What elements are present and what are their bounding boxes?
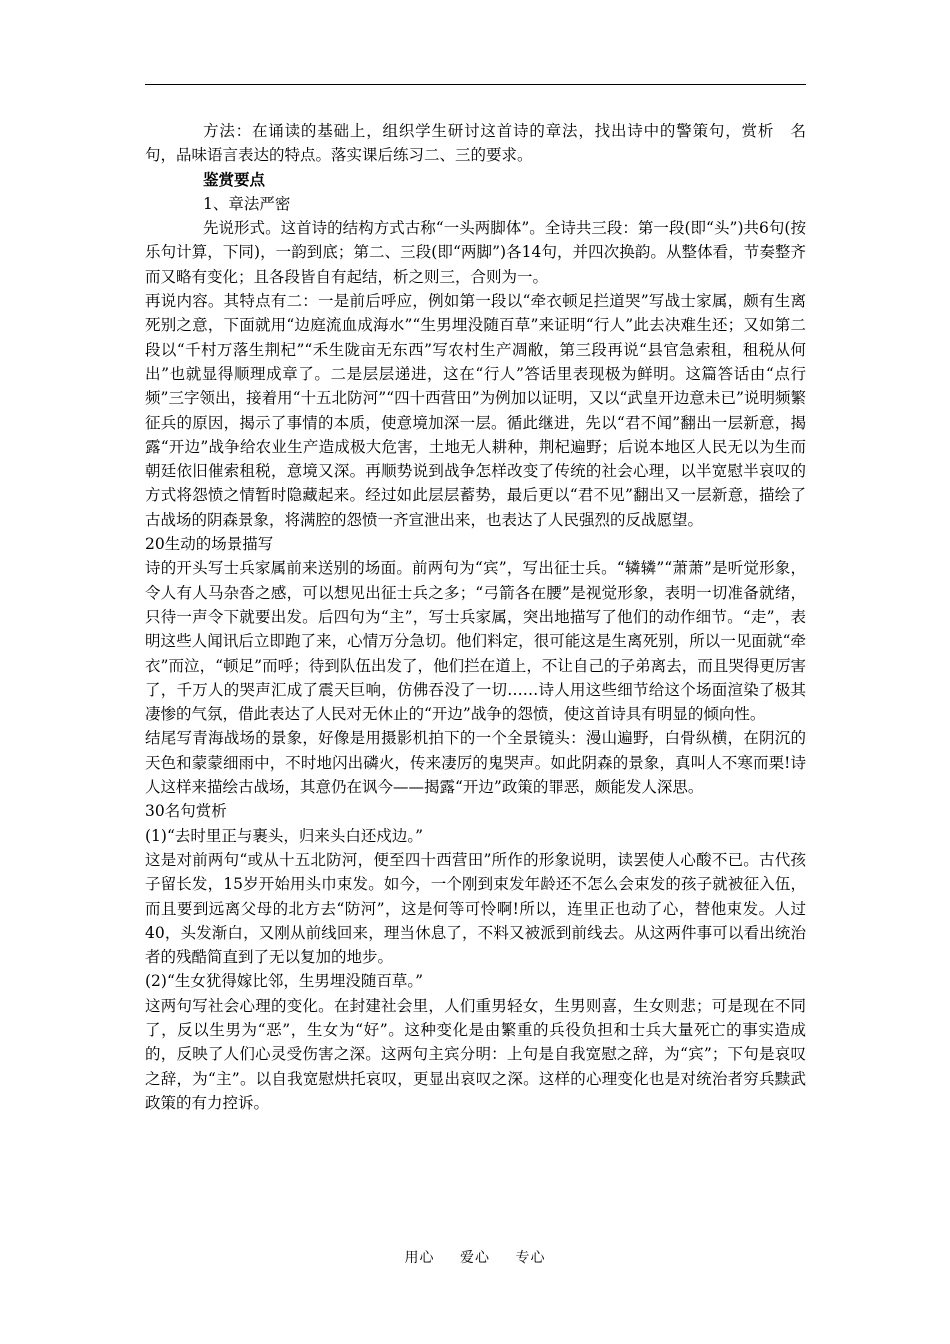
paragraph: (1)“去时里正与裹头，归来头白还戍边。” — [145, 826, 424, 845]
paragraph: 30名句赏析 — [145, 802, 227, 821]
paragraph: 方法：在诵读的基础上，组织学生研讨这首诗的章法，找出诗中的警策句，赏析 名句，品味语言表达的特点。落实课后练习二、三的要求。 — [145, 122, 806, 165]
header-rule — [145, 84, 806, 85]
paragraph: 这两句写社会心理的变化。在封建社会里，人们重男轻女，生男则喜，生女则悲；可是现在不同了，反以生男为“恶”，生女为“好”。这种变化是由繁重的兵役负担和士兵大量死亡的事实造成的，反映了人们心灵受伤害之深。这两句主宾分明：上句是自我宽慰之辞，为“宾”；下句是哀叹之辞，为“主”。以自我宽慰烘托哀叹，更显出哀叹之深。这样的心理变化也是对统治者穷兵黩武政策的有力控诉。 — [145, 996, 806, 1112]
section-heading: 鉴赏要点 — [203, 169, 266, 189]
paragraph: 20生动的场景描写 — [145, 535, 274, 554]
paragraph: (2)“生女犹得嫁比邻，生男埋没随百草。” — [145, 972, 424, 991]
paragraph: 先说形式。这首诗的结构方式古称“一头两脚体”。全诗共三段：第一段(即“头”)共6句(按乐句计算，下同)，一韵到底；第二、三段(即“两脚”)各14句，并四次换韵。从整体看，节奏整齐而又略有变化；且各段皆自有起结，析之则三，合则为一。 — [145, 219, 806, 286]
page-footer: 用心 爱心 专心 — [404, 1250, 546, 1266]
paragraph: 1、章法严密 — [203, 194, 291, 213]
document-body — [145, 119, 806, 1115]
paragraph: 结尾写青海战场的景象，好像是用摄影机拍下的一个全景镜头：漫山遍野，白骨纵横，在阴沉的天色和蒙蒙细雨中，不时地闪出磷火，传来凄厉的鬼哭声。如此阴森的景象，真叫人不寒而栗!诗人这样来描绘古战场，其意仍在讽今——揭露“开边”政策的罪恶，颇能发人深思。 — [145, 729, 806, 797]
paragraph: 再说内容。其特点有二：一是前后呼应，例如第一段以“牵衣顿足拦道哭”写战士家属，颇有生离死别之意，下面就用“边庭流血成海水”“生男埋没随百草”来证明“行人”此去决难生还；又如第二段以“千村万落生荆杞”“禾生陇亩无东西”写农村生产凋敝，第三段再说“县官急索租，租税从何出”也就显得顺理成章了。二是层层递进，这在“行人”答话里表现极为鲜明。这篇答话由“点行频”三字领出，接着用“十五北防河”“四十西营田”为例加以证明，又以“武皇开边意未已”说明频繁征兵的原因，揭示了事情的本质，使意境加深一层。循此继进，先以“君不闻”翻出一层新意，揭露“开边”战争给农业生产造成极大危害，土地无人耕种，荆杞遍野；后说本地区人民无以为生而朝廷依旧催索租税，意境又深。再顺势说到战争怎样改变了传统的社会心理，以半宽慰半哀叹的方式将怨愤之情暂时隐藏起来。经过如此层层蓄势，最后更以“君不见”翻出又一层新意，描绘了古战场的阴森景象，将满腔的怨愤一齐宣泄出来，也表达了人民强烈的反战愿望。 — [145, 292, 806, 529]
paragraph: 诗的开头写士兵家属前来送别的场面。前两句为“宾”，写出征士兵。“辚辚”“萧萧”是听觉形象，令人有人马杂沓之感，可以想见出征士兵之多；“弓箭各在腰”是视觉形象，表明一切准备就绪，只待一声令下就要出发。后四句为“主”，写士兵家属，突出地描写了他们的动作细节。“走”，表明这些人闻讯后立即跑了来，心情万分急切。他们料定，很可能这是生离死别，所以一见面就“牵衣”而泣，“顿足”而呼；待到队伍出发了，他们拦在道上，不让自己的子弟离去，而且哭得更厉害了，千万人的哭声汇成了震天巨响，仿佛吞没了一切……诗人用这些细节给这个场面渲染了极其凄惨的气氛，借此表达了人民对无休止的“开边”战争的怨愤，使这首诗具有明显的倾向性。 — [145, 559, 806, 724]
paragraph: 这是对前两句“或从十五北防河，便至四十西营田”所作的形象说明，读罢使人心酸不已。古代孩子留长发，15岁开始用头巾束发。如今，一个刚到束发年龄还不怎么会束发的孩子就被征入伍，而且要到远离父母的北方去“防河”，这是何等可怜啊!所以，连里正也动了心，替他束发。人过40，头发渐白，又刚从前线回来，理当休息了，不料又被派到前线去。从这两件事可以看出统治者的残酷简直到了无以复加的地步。 — [145, 850, 806, 967]
